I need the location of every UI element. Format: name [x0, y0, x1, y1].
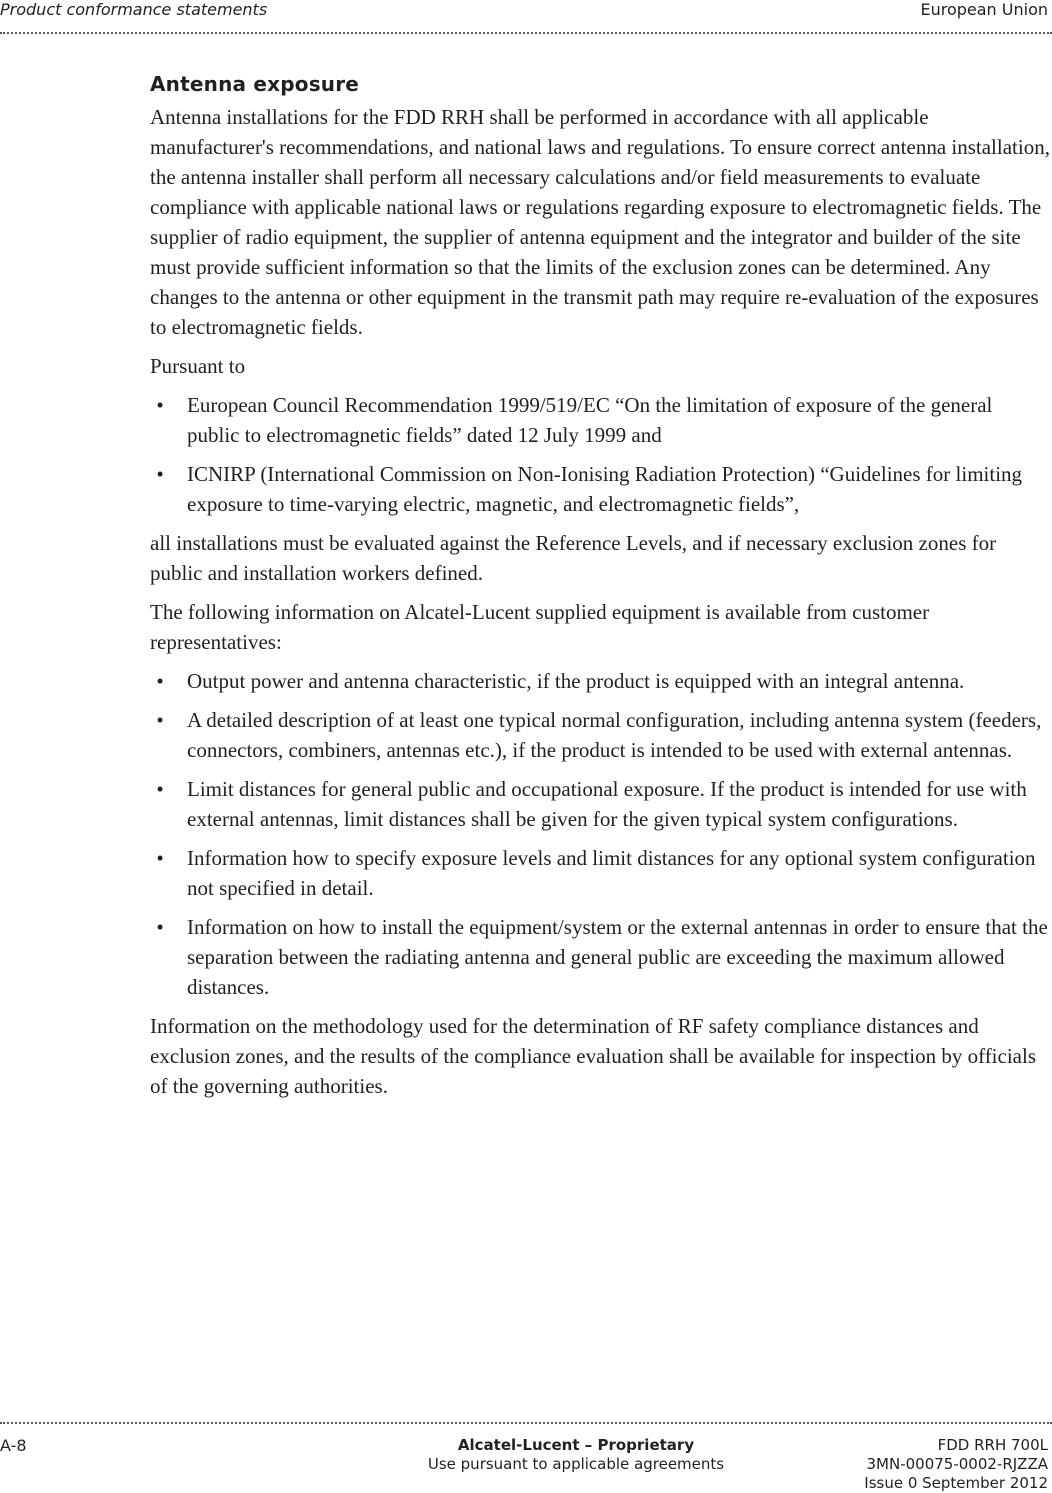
bullet-icon: • [156, 777, 164, 801]
footer-product-name: FDD RRH 700L [937, 1436, 1048, 1454]
list-item [150, 459, 1050, 519]
list-item-text: European Council Recommendation 1999/519/EC “On the limitation of exposure of the general public to electromagnetic fields” dated 12 July 1999 and [187, 393, 993, 447]
list-item-text: Limit distances for general public and occupational exposure. If the product is intended for use with external antennas, limit distances shall be given for the given typical system configurations. [187, 777, 1027, 831]
list-item [150, 666, 1050, 696]
paragraph-installations: all installations must be evaluated against the Reference Levels, and if necessary exclusion zones for public and installation workers defined. [150, 531, 997, 585]
footer-proprietary-note: Use pursuant to applicable agreements [427, 1455, 725, 1473]
bullet-icon: • [156, 462, 164, 486]
list-item [150, 843, 1050, 903]
list-item [150, 774, 1050, 834]
footer-proprietary [416, 1436, 736, 1474]
footer-document-info [864, 1436, 1048, 1493]
list-item-text: Information how to specify exposure levels and limit distances for any optional system configuration not specified in detail. [187, 846, 1036, 900]
bullet-icon: • [156, 846, 164, 870]
list-item [150, 705, 1050, 765]
bullet-icon: • [156, 393, 164, 417]
list-item-text: Information on how to install the equipment/system or the external antennas in order to ensure that the separation between the radiating antenna and general public are exceeding the maximum allowed distances. [187, 915, 1048, 999]
page-body [150, 72, 1050, 1110]
running-header-left: Product conformance statements [0, 0, 268, 19]
footer-document-number: 3MN-00075-0002-RJZZA [866, 1455, 1048, 1473]
paragraph-intro: Antenna installations for the FDD RRH shall be performed in accordance with all applicable manufacturer's recommendations, and national laws and regulations. To ensure correct antenna installation, the antenna installer shall perform all necessary calculations and/or field measurements to evaluate compliance with applicable national laws or regulations regarding exposure to electromagnetic fields. The supplier of radio equipment, the supplier of antenna equipment and the integrator and builder of the site must provide sufficient information so that the limits of the exclusion zones can be determined. Any changes to the antenna or other equipment in the transmit path may require re-evaluation of the exposures to electromagnetic fields. [150, 105, 1050, 339]
bullet-icon: • [156, 915, 164, 939]
bullet-icon: • [156, 708, 164, 732]
list-item [150, 912, 1050, 1002]
section-heading: Antenna exposure [150, 72, 360, 96]
paragraph-pursuant: Pursuant to [150, 354, 246, 378]
list-item-text: A detailed description of at least one typical normal configuration, including antenna system (feeders, connectors, combiners, antennas etc.), if the product is intended to be used with external antennas. [187, 708, 1042, 762]
list-item-text: Output power and antenna characteristic, if the product is equipped with an integral antenna. [187, 669, 965, 693]
page-number: A-8 [0, 1436, 27, 1455]
header-divider [0, 32, 1052, 34]
list-item-text: ICNIRP (International Commission on Non-Ionising Radiation Protection) “Guidelines for limiting exposure to time-varying electric, magnetic, and electromagnetic fields”, [187, 462, 1023, 516]
list-item [150, 390, 1050, 450]
paragraph-following-info: The following information on Alcatel-Lucent supplied equipment is available from customer representatives: [150, 600, 930, 654]
paragraph-methodology: Information on the methodology used for the determination of RF safety compliance distances and exclusion zones, and the results of the compliance evaluation shall be available for inspection by officials of the governing authorities. [150, 1014, 1036, 1098]
running-header-right: European Union [920, 0, 1048, 19]
bullet-list-references [150, 390, 1050, 519]
bullet-icon: • [156, 669, 164, 693]
footer-divider [0, 1422, 1052, 1424]
bullet-list-information [150, 666, 1050, 1002]
footer-proprietary-title: Alcatel-Lucent – Proprietary [457, 1436, 695, 1454]
footer-issue-date: Issue 0 September 2012 [864, 1474, 1048, 1492]
